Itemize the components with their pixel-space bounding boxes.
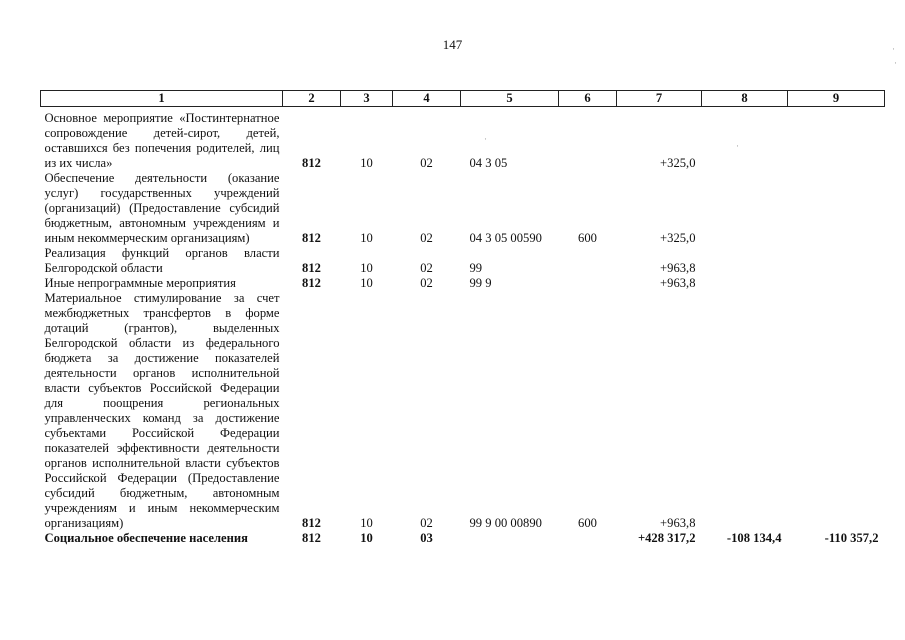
amount-change: +325,0 [660,231,696,245]
ministry-code: 812 [302,156,321,170]
target-article-code [461,531,559,546]
row-description: Иные непрограммные мероприятия [44,276,236,290]
amount-change: +963,8 [660,276,696,290]
amount-col-9 [788,276,885,291]
expense-type-code: 600 [578,231,597,245]
subsection-code: 02 [420,276,433,290]
amount-col-9 [788,111,885,171]
ministry-code: 812 [302,516,321,530]
scan-speck: · [736,141,739,151]
column-header: 7 [617,91,702,107]
scan-speck: · [894,58,897,68]
column-header: 9 [788,91,885,107]
table-row [41,531,885,546]
amount-col-9 [788,246,885,276]
subsection-code: 02 [420,156,433,170]
ministry-code: 812 [302,531,321,545]
column-header: 5 [461,91,559,107]
section-code: 10 [360,231,373,245]
table-row [41,111,885,171]
table-row [41,276,885,291]
row-description: Основное мероприятие «Постинтернатное сопровождение детей-сирот, детей, оставшихся без попечения родителей, лиц из их числа» [44,111,280,170]
column-header: 1 [41,91,283,107]
column-header: 4 [393,91,461,107]
page-number: 147 [442,37,463,52]
amount-col-8 [702,291,788,531]
amount-col-8 [702,276,788,291]
section-code: 10 [360,276,373,290]
amount-change: +963,8 [660,261,696,275]
section-code: 10 [360,156,373,170]
target-article-code: 99 9 00 00890 [469,516,542,530]
expense-type-code [559,531,617,546]
header-row [41,91,885,107]
amount-col-9 [788,171,885,246]
ministry-code: 812 [302,276,321,290]
row-description: Обеспечение деятельности (оказание услуг) государственных учреждений (организаций) (Предоставление субсидий бюджетным, автономным учреждениям и иным некоммерческим организациям) [44,171,280,245]
column-header: 8 [702,91,788,107]
row-description: Реализация функций органов власти Белгородской области [44,246,280,275]
amount-col-9: -110 357,2 [824,531,879,545]
amount-change: +325,0 [660,156,696,170]
expense-type-code [559,246,617,276]
amount-change: +963,8 [660,516,696,530]
table-row [41,246,885,276]
row-description: Материальное стимулирование за счет межбюджетных трансфертов в форме дотаций (грантов), выделенных Белгородской области из федерального бюджета за достижение показателей деятельности органов исполнительной власти субъектов Российской Федерации для поощрения региональных управленческих команд за достижение субъектами Российской Федерации показателей эффективности деятельности органов исполнительной власти субъектов Российской Федерации (Предоставление субсидий бюджетным, автономным учреждениям и иным некоммерческим организациям) [44,291,280,530]
amount-col-8 [702,246,788,276]
ministry-code: 812 [302,261,321,275]
column-header: 3 [341,91,393,107]
scan-speck: · [484,134,487,144]
amount-col-8 [702,171,788,246]
subsection-code: 02 [420,261,433,275]
expense-type-code [559,111,617,171]
section-code: 10 [360,531,373,545]
row-description: Социальное обеспечение населения [44,531,248,545]
table-row [41,291,885,531]
column-header: 2 [283,91,341,107]
subsection-code: 02 [420,516,433,530]
section-code: 10 [360,516,373,530]
amount-col-8: -108 134,4 [726,531,782,545]
target-article-code: 99 9 [469,276,492,290]
expense-type-code: 600 [578,516,597,530]
subsection-code: 02 [420,231,433,245]
expense-type-code [559,276,617,291]
budget-table [40,90,885,546]
subsection-code: 03 [420,531,433,545]
ministry-code: 812 [302,231,321,245]
table-row [41,171,885,246]
column-header: 6 [559,91,617,107]
section-code: 10 [360,261,373,275]
amount-change: +428 317,2 [637,531,696,545]
amount-col-8 [702,111,788,171]
scan-speck: · [892,44,895,54]
amount-col-9 [788,291,885,531]
target-article-code: 04 3 05 [469,156,508,170]
target-article-code: 04 3 05 00590 [469,231,542,245]
target-article-code: 99 [469,261,483,275]
